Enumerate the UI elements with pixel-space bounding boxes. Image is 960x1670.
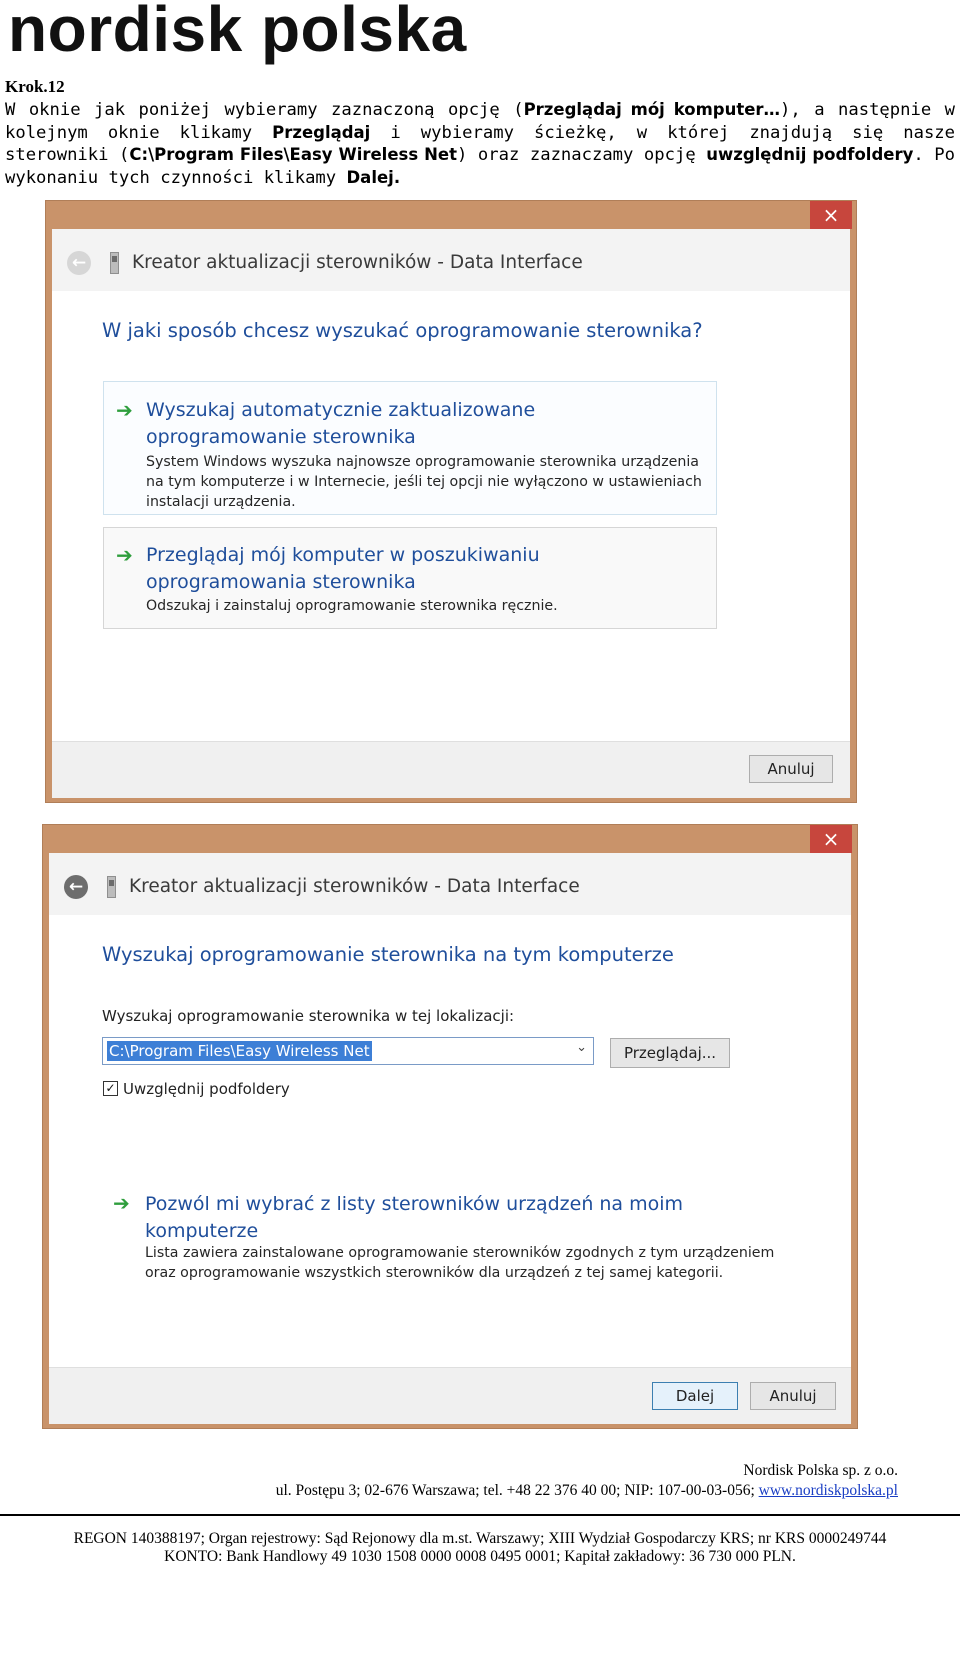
instr-bold-subfolders: uwzględnij podfoldery [706,145,914,164]
instr-text-5: . Po wykonaniu tych czynności klikamy [5,145,955,188]
option-browse-computer[interactable] [103,527,717,629]
green-arrow-icon: ➔ [116,398,133,422]
browse-button[interactable]: Przeglądaj... [610,1038,730,1068]
path-value: C:\Program Files\Easy Wireless Net [109,1042,370,1060]
instr-text-3: i wybieramy ścieżkę, w której znajdują się nasze sterowniki ( [5,122,955,165]
footer-divider [0,1514,960,1516]
back-arrow-icon[interactable]: ← [64,875,88,899]
option-pick-from-list-description: Lista zawiera zainstalowane oprogramowanie sterowników zgodnych z tym urządzeniem oraz oprogramowanie wszystkich sterowników dla urządzeń z tej samej kategorii. [145,1245,775,1281]
green-arrow-icon: ➔ [113,1191,130,1215]
back-arrow-icon[interactable]: ← [67,251,91,275]
instructions [5,99,955,189]
option-search-automatically[interactable] [103,381,717,515]
step-number: Krok.12 [5,77,65,96]
instr-bold-next: Dalej. [346,167,401,187]
instr-text-2: ), a następnie w kolejnym oknie klikamy [5,100,955,143]
footer-account: KONTO: Bank Handlowy 49 1030 1508 0000 0008 0495 0001; Kapitał zakładowy: 36 730 000 PLN. [164,1548,796,1565]
driver-wizard-window-1 [45,200,857,803]
driver-wizard-window-2 [42,824,858,1429]
instr-bold-browse-computer: Przeglądaj mój komputer… [523,100,781,119]
wizard-body [49,915,851,1367]
instr-bold-browse: Przeglądaj [272,122,371,142]
footer-website-link[interactable]: www.nordiskpolska.pl [758,1482,898,1499]
instr-text-4: ) oraz zaznaczamy opcję [457,145,707,165]
chevron-down-icon[interactable]: ⌄ [576,1040,587,1055]
cancel-button[interactable]: Anuluj [750,1382,836,1410]
next-button[interactable]: Dalej [652,1382,738,1410]
footer-address-text: ul. Postępu 3; 02-676 Warszawa; tel. +48 22 376 40 00; NIP: 107-00-03-056; [275,1482,759,1499]
wizard-header [52,229,850,291]
option-description: System Windows wyszuka najnowsze oprogramowanie sterownika urządzenia na tym komputerze i w Internecie, jeśli tej opcji nie wyłączono w ustawieniach instalacji urządzenia. [146,454,702,510]
close-button[interactable]: × [810,825,852,853]
option-title: Wyszukaj automatycznie zaktualizowane oprogramowanie sterownika [146,399,536,448]
close-button[interactable]: × [810,201,852,229]
wizard-footer [52,741,850,798]
footer-address [276,1482,898,1500]
wizard-footer [49,1367,851,1424]
green-arrow-icon: ➔ [116,543,133,567]
brand-logo-text: nordisk polska [8,0,467,65]
option-title: Przeglądaj mój komputer w poszukiwaniu oprogramowania sterownika [146,544,540,593]
include-subfolders-label[interactable]: Uwzględnij podfoldery [123,1080,290,1098]
wizard-title: Kreator aktualizacji sterowników - Data Interface [129,876,580,897]
device-icon [107,876,116,898]
option-description: Odszukaj i zainstaluj oprogramowanie sterownika ręcznie. [146,598,558,614]
option-pick-from-list-title[interactable]: Pozwól mi wybrać z listy sterowników urządzeń na moim komputerze [145,1193,684,1242]
path-combobox[interactable] [102,1037,594,1065]
include-subfolders-checkbox[interactable]: ✓ [103,1081,118,1096]
footer-company: Nordisk Polska sp. z o.o. [743,1462,898,1479]
instr-bold-path: C:\Program Files\Easy Wireless Net [129,145,458,164]
wizard-heading: Wyszukaj oprogramowanie sterownika na tym komputerze [102,943,674,966]
cancel-button[interactable]: Anuluj [749,755,833,783]
wizard-header [49,853,851,915]
device-icon [110,252,119,274]
wizard-body [52,291,850,741]
wizard-title: Kreator aktualizacji sterowników - Data Interface [132,252,583,273]
location-label: Wyszukaj oprogramowanie sterownika w tej lokalizacji: [102,1007,515,1025]
wizard-question: W jaki sposób chcesz wyszukać oprogramowanie sterownika? [102,319,703,342]
instr-text-1: W oknie jak poniżej wybieramy zaznaczoną opcję ( [5,100,524,120]
footer-registry: REGON 140388197; Organ rejestrowy: Sąd Rejonowy dla m.st. Warszawy; XIII Wydział Gospodarczy KRS; nr KRS 0000249744 [73,1530,887,1547]
